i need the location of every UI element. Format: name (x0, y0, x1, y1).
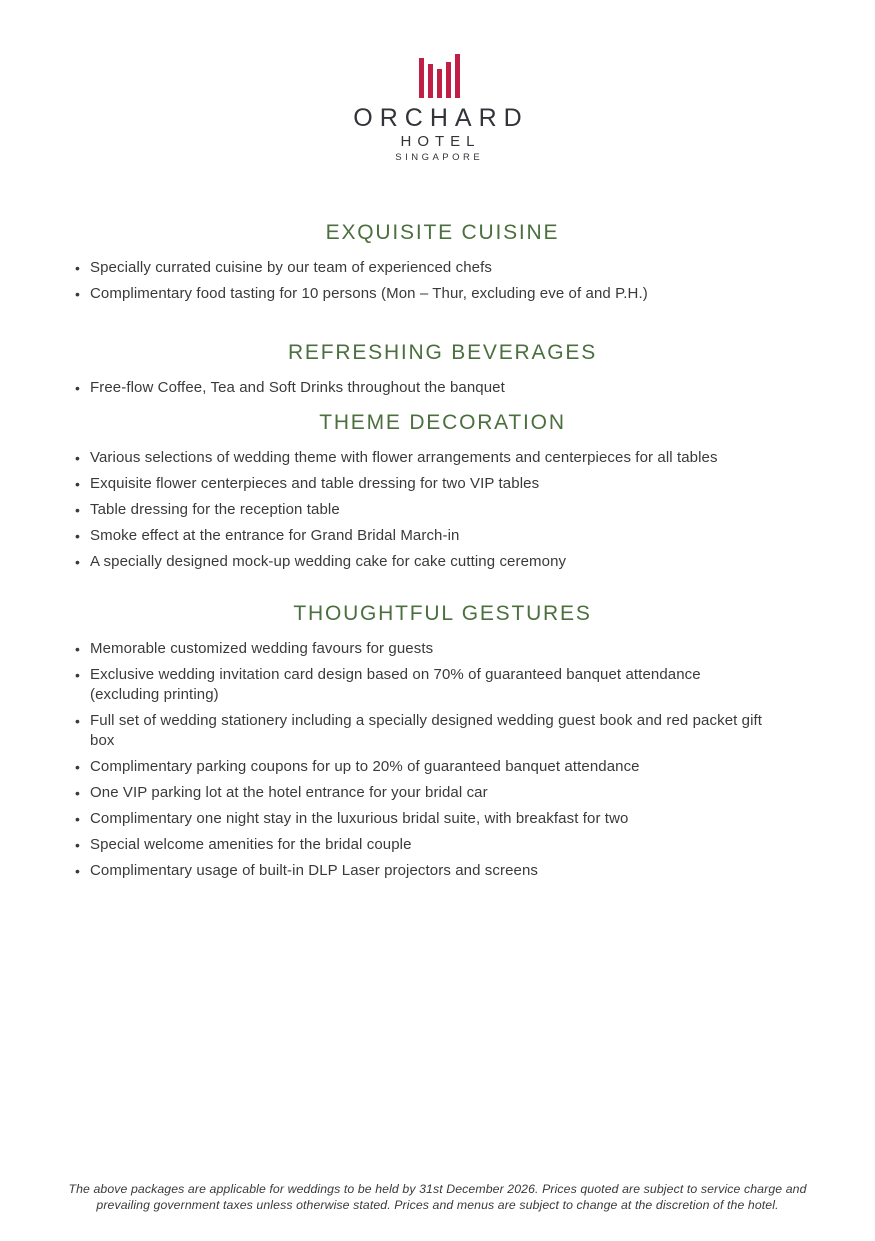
logo-hotel-type: HOTEL (400, 133, 481, 150)
list-item: • Complimentary usage of built-in DLP Laser projectors and screens (75, 861, 765, 881)
disclaimer-text: The above packages are applicable for weddings to be held by 31st December 2026. Prices quoted are subject to service charge and prevailing government taxes unless otherwise stated. Prices and menus are subject to change at the discretion of the hotel. (68, 1182, 807, 1212)
list-item: • Complimentary parking coupons for up to 20% of guaranteed banquet attendance (75, 757, 765, 777)
section-heading: EXQUISITE CUISINE (325, 221, 560, 244)
bullet-list (75, 258, 765, 304)
list-item: • Table dressing for the reception table (75, 500, 765, 520)
section-heading: THOUGHTFUL GESTURES (293, 602, 592, 625)
section-heading: THEME DECORATION (319, 411, 566, 434)
section-exquisite-cuisine (75, 221, 810, 304)
logo-bars-icon (415, 54, 461, 98)
hotel-logo (0, 0, 875, 163)
section-theme-decoration (75, 411, 810, 572)
list-item: • Exquisite flower centerpieces and table dressing for two VIP tables (75, 474, 765, 494)
list-item: • One VIP parking lot at the hotel entrance for your bridal car (75, 783, 765, 803)
section-thoughtful-gestures (75, 602, 810, 881)
list-item: • Full set of wedding stationery including a specially designed wedding guest book and red packet gift box (75, 711, 765, 751)
list-item: • Exclusive wedding invitation card design based on 70% of guaranteed banquet attendance (excluding printing) (75, 665, 765, 705)
logo-hotel-name: ORCHARD (353, 104, 529, 132)
package-content (0, 221, 875, 881)
list-item: • A specially designed mock-up wedding cake for cake cutting ceremony (75, 552, 765, 572)
list-item: • Specially currated cuisine by our team of experienced chefs (75, 258, 765, 278)
section-heading: REFRESHING BEVERAGES (287, 341, 598, 364)
bullet-list (75, 639, 765, 881)
section-refreshing-beverages (75, 341, 810, 398)
list-item: • Various selections of wedding theme with flower arrangements and centerpieces for all tables (75, 448, 765, 468)
list-item: • Memorable customized wedding favours for guests (75, 639, 765, 659)
bullet-list (75, 448, 765, 572)
list-item: • Complimentary food tasting for 10 persons (Mon – Thur, excluding eve of and P.H.) (75, 284, 765, 304)
list-item: • Complimentary one night stay in the luxurious bridal suite, with breakfast for two (75, 809, 765, 829)
list-item: • Smoke effect at the entrance for Grand Bridal March-in (75, 526, 765, 546)
list-item: • Free-flow Coffee, Tea and Soft Drinks throughout the banquet (75, 378, 765, 398)
bullet-list (75, 378, 765, 398)
list-item: • Special welcome amenities for the bridal couple (75, 835, 765, 855)
logo-city-label: SINGAPORE (395, 152, 484, 163)
